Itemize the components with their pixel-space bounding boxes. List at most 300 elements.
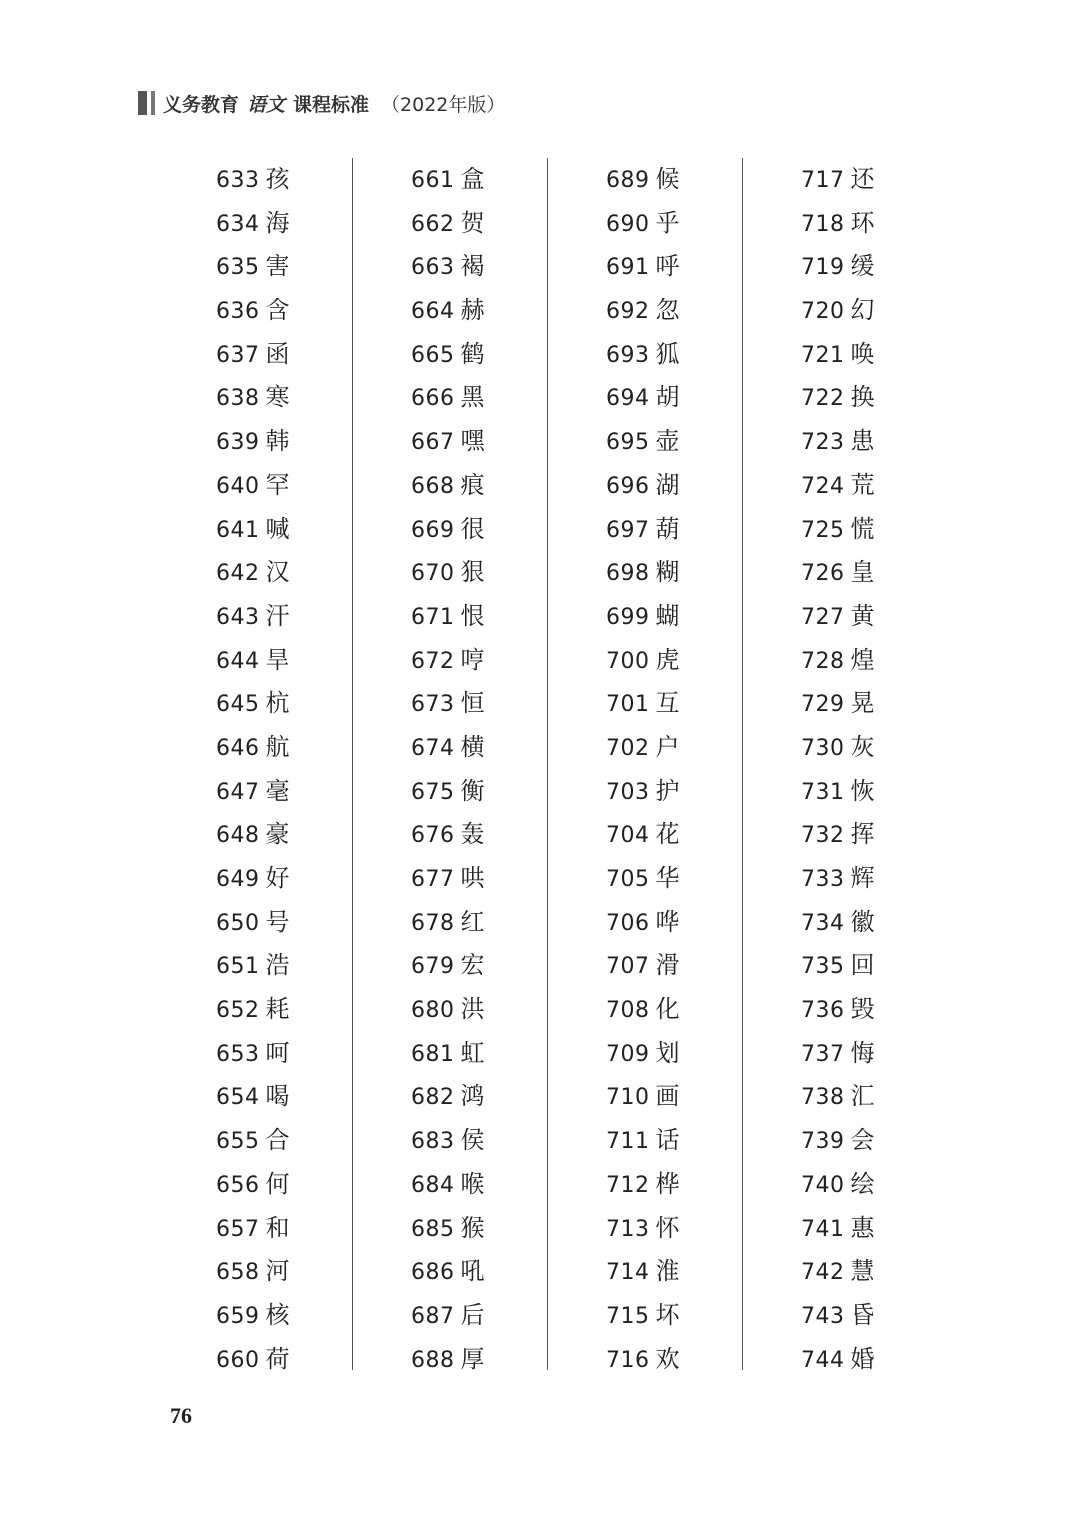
entry-number: 660 [216,1347,260,1373]
character-entry [216,508,290,552]
entry-number: 692 [606,299,650,325]
character-entry [411,202,485,246]
entry-character: 洪 [460,995,485,1024]
character-column-1 [158,158,353,1373]
entry-character: 嘿 [460,427,485,456]
entry-number: 682 [411,1085,455,1111]
entry-number: 724 [801,473,845,499]
character-entry [606,639,680,683]
entry-character: 号 [265,907,290,936]
character-column-3 [548,158,743,1373]
entry-number: 646 [216,735,260,761]
entry-character: 宏 [460,951,485,980]
entry-character: 煌 [850,645,875,674]
entry-character: 哗 [655,907,680,936]
entry-character: 蝴 [655,601,680,630]
entry-number: 704 [606,823,650,849]
entry-number: 707 [606,954,650,980]
entry-number: 733 [801,867,845,892]
entry-number: 727 [801,604,845,630]
entry-number: 659 [216,1303,260,1329]
entry-number: 650 [216,910,260,936]
character-entry [801,245,875,289]
header-bar-thin [151,91,155,115]
character-entry [801,682,875,726]
entry-character: 护 [655,776,680,805]
character-entry [606,770,680,814]
character-entry [411,508,485,552]
character-entry [801,333,875,377]
character-entry [606,245,680,289]
title-subject: 语文 [247,93,286,116]
entry-number: 699 [606,604,650,630]
character-entry [411,158,485,202]
entry-character: 怀 [655,1213,680,1242]
character-entry [606,1032,680,1076]
character-entry [801,158,875,202]
entry-character: 哄 [460,864,485,892]
character-entry [801,508,875,552]
character-entry [411,988,485,1032]
entry-number: 710 [606,1085,650,1111]
entry-number: 678 [411,910,455,936]
character-entry [216,682,290,726]
character-entry [216,639,290,683]
entry-number: 658 [216,1260,260,1286]
character-entry [411,944,485,988]
character-entry [411,813,485,857]
entry-character: 汇 [850,1082,875,1111]
character-entry [606,1294,680,1338]
entry-character: 赫 [460,296,485,325]
character-entry [606,333,680,377]
header-bar-mark-icon [138,91,155,115]
entry-character: 贺 [460,208,485,237]
character-entry [411,289,485,333]
entry-character: 华 [655,864,680,892]
entry-character: 衡 [460,776,485,805]
entry-number: 705 [606,867,650,892]
entry-character: 坏 [655,1300,680,1329]
character-entry [801,944,875,988]
entry-character: 恨 [460,601,485,630]
entry-number: 684 [411,1172,455,1198]
entry-number: 668 [411,473,455,499]
entry-character: 户 [655,732,680,761]
entry-number: 689 [606,168,650,193]
entry-number: 666 [411,386,455,412]
entry-number: 696 [606,473,650,499]
entry-character: 荷 [265,1344,290,1373]
character-entry [216,333,290,377]
character-entry [411,1207,485,1251]
entry-character: 幻 [850,296,875,325]
character-entry [801,857,875,901]
character-entry [606,813,680,857]
entry-number: 664 [411,299,455,325]
entry-number: 656 [216,1172,260,1198]
entry-character: 悔 [850,1038,875,1067]
entry-character: 黄 [850,601,875,630]
entry-number: 669 [411,517,455,543]
entry-number: 736 [801,998,845,1024]
entry-number: 718 [801,211,845,237]
character-entry [801,551,875,595]
entry-character: 忽 [655,296,680,325]
character-entry [801,1294,875,1338]
entry-character: 划 [655,1038,680,1067]
entry-number: 717 [801,168,845,193]
entry-character: 呼 [655,252,680,281]
entry-character: 欢 [655,1344,680,1373]
entry-number: 651 [216,954,260,980]
entry-character: 话 [655,1126,680,1155]
entry-number: 711 [606,1129,650,1155]
entry-character: 横 [460,732,485,761]
character-entry [216,158,290,202]
entry-number: 636 [216,299,260,325]
character-entry [606,988,680,1032]
title-prefix: 义务教育 [163,93,240,116]
entry-character: 寒 [265,383,290,412]
entry-character: 恢 [850,776,875,805]
character-entry [411,245,485,289]
entry-number: 649 [216,867,260,892]
entry-number: 676 [411,823,455,849]
entry-character: 红 [460,907,485,936]
entry-number: 661 [411,168,455,193]
entry-number: 691 [606,255,650,281]
entry-number: 719 [801,255,845,281]
entry-number: 675 [411,779,455,805]
entry-number: 655 [216,1129,260,1155]
entry-character: 害 [265,252,290,281]
entry-number: 730 [801,735,845,761]
character-entry [606,420,680,464]
entry-character: 喊 [265,514,290,543]
entry-character: 晃 [850,689,875,718]
entry-character: 会 [850,1126,875,1155]
character-entry [411,1163,485,1207]
entry-number: 740 [801,1172,845,1198]
entry-character: 画 [655,1082,680,1111]
entry-number: 731 [801,779,845,805]
entry-character: 慧 [850,1257,875,1286]
entry-number: 657 [216,1216,260,1242]
entry-number: 741 [801,1216,845,1242]
character-entry [216,1163,290,1207]
entry-character: 辉 [850,864,875,892]
entry-number: 672 [411,648,455,674]
character-entry [216,1032,290,1076]
character-entry [216,988,290,1032]
character-entry [411,333,485,377]
character-entry [606,202,680,246]
entry-number: 700 [606,648,650,674]
entry-number: 690 [606,211,650,237]
entry-number: 742 [801,1260,845,1286]
entry-number: 729 [801,692,845,718]
entry-character: 毁 [850,995,875,1024]
character-entry [411,1338,485,1382]
entry-character: 徽 [850,907,875,936]
entry-character: 毫 [265,776,290,805]
character-entry [801,1250,875,1294]
running-header [138,88,505,118]
character-entry [606,726,680,770]
entry-character: 桦 [655,1169,680,1198]
character-entry [606,901,680,945]
entry-number: 723 [801,430,845,456]
entry-number: 694 [606,386,650,412]
entry-character: 呵 [265,1038,290,1067]
character-entry [411,857,485,901]
character-entry [216,1250,290,1294]
entry-number: 667 [411,430,455,456]
entry-number: 641 [216,517,260,543]
character-entry [411,551,485,595]
character-entry [606,944,680,988]
character-entry [411,639,485,683]
entry-number: 677 [411,867,455,892]
entry-character: 罕 [265,470,290,499]
entry-character: 滑 [655,951,680,980]
character-entry [411,1294,485,1338]
entry-number: 638 [216,386,260,412]
entry-character: 豪 [265,820,290,849]
character-entry [411,1075,485,1119]
entry-character: 壶 [655,427,680,456]
entry-number: 681 [411,1041,455,1067]
entry-number: 652 [216,998,260,1024]
entry-character: 函 [265,339,290,368]
entry-number: 725 [801,517,845,543]
entry-character: 缓 [850,252,875,281]
entry-number: 643 [216,604,260,630]
entry-number: 680 [411,998,455,1024]
character-column-4 [743,158,938,1378]
character-entry [216,464,290,508]
character-column-2 [353,158,548,1373]
character-entry [801,1163,875,1207]
entry-character: 花 [655,820,680,849]
entry-character: 杭 [265,689,290,718]
entry-number: 648 [216,823,260,849]
page-number: 76 [170,1403,192,1428]
character-entry [216,857,290,901]
entry-number: 728 [801,648,845,674]
entry-character: 惠 [850,1213,875,1242]
entry-number: 634 [216,211,260,237]
entry-number: 639 [216,430,260,456]
entry-number: 712 [606,1172,650,1198]
entry-number: 679 [411,954,455,980]
character-entry [801,901,875,945]
character-entry [801,1207,875,1251]
entry-number: 635 [216,255,260,281]
entry-number: 703 [606,779,650,805]
entry-character: 喉 [460,1169,485,1198]
entry-character: 换 [850,383,875,412]
entry-character: 昏 [850,1300,875,1329]
character-entry [606,682,680,726]
character-entry [801,1032,875,1076]
entry-character: 核 [265,1300,290,1329]
entry-number: 640 [216,473,260,499]
entry-character: 好 [265,864,290,892]
entry-character: 乎 [655,208,680,237]
entry-character: 候 [655,165,680,193]
character-entry [801,595,875,639]
entry-character: 浩 [265,951,290,980]
entry-character: 孩 [265,165,290,193]
character-entry [606,158,680,202]
entry-character: 灰 [850,732,875,761]
entry-character: 鹤 [460,339,485,368]
character-entry [801,464,875,508]
entry-character: 回 [850,951,875,980]
entry-character: 吼 [460,1257,485,1286]
entry-number: 734 [801,910,845,936]
entry-character: 唤 [850,339,875,368]
entry-number: 715 [606,1303,650,1329]
character-entry [216,551,290,595]
character-entry [216,1119,290,1163]
book-title [163,90,505,117]
character-entry [216,1075,290,1119]
entry-character: 河 [265,1257,290,1286]
entry-character: 痕 [460,470,485,499]
entry-character: 胡 [655,383,680,412]
entry-number: 685 [411,1216,455,1242]
entry-number: 673 [411,692,455,718]
character-entry [216,1338,290,1382]
character-entry [801,202,875,246]
entry-number: 714 [606,1260,650,1286]
character-entry [801,376,875,420]
entry-number: 726 [801,561,845,587]
character-entry [216,1294,290,1338]
entry-character: 黑 [460,383,485,412]
character-entry [606,857,680,901]
title-suffix: 课程标准 [293,93,370,116]
entry-character: 糊 [655,558,680,587]
entry-character: 湖 [655,470,680,499]
character-entry [606,551,680,595]
entry-number: 642 [216,561,260,587]
entry-number: 720 [801,299,845,325]
character-entry [216,420,290,464]
entry-character: 旱 [265,645,290,674]
entry-number: 693 [606,342,650,368]
entry-character: 汉 [265,558,290,587]
character-entry [411,595,485,639]
character-entry [216,901,290,945]
entry-number: 732 [801,823,845,849]
entry-number: 697 [606,517,650,543]
entry-character: 航 [265,732,290,761]
entry-character: 何 [265,1169,290,1198]
entry-number: 644 [216,648,260,674]
entry-number: 654 [216,1085,260,1111]
entry-character: 挥 [850,820,875,849]
character-entry [606,1207,680,1251]
entry-character: 慌 [850,514,875,543]
entry-character: 化 [655,995,680,1024]
entry-number: 663 [411,255,455,281]
character-entry [606,1075,680,1119]
entry-number: 737 [801,1041,845,1067]
entry-number: 687 [411,1303,455,1329]
entry-character: 虎 [655,645,680,674]
entry-number: 674 [411,735,455,761]
entry-character: 耗 [265,995,290,1024]
character-entry [216,595,290,639]
entry-character: 虹 [460,1038,485,1067]
entry-character: 海 [265,208,290,237]
entry-character: 汗 [265,601,290,630]
character-entry [801,639,875,683]
entry-number: 702 [606,735,650,761]
entry-character: 婚 [850,1344,875,1373]
entry-character: 患 [850,427,875,456]
entry-character: 和 [265,1213,290,1242]
entry-number: 716 [606,1347,650,1373]
character-entry [606,508,680,552]
character-entry [411,682,485,726]
character-entry [801,770,875,814]
entry-character: 狐 [655,339,680,368]
entry-number: 695 [606,430,650,456]
character-entry [216,726,290,770]
character-entry [606,1338,680,1382]
entry-character: 荒 [850,470,875,499]
entry-character: 厚 [460,1344,485,1373]
character-entry [606,464,680,508]
entry-character: 哼 [460,645,485,674]
character-entry [411,1250,485,1294]
character-entry [801,1338,875,1382]
character-entry [411,1032,485,1076]
character-entry [801,1119,875,1163]
entry-number: 645 [216,692,260,718]
entry-number: 738 [801,1085,845,1111]
character-table [158,158,938,1378]
character-entry [411,726,485,770]
entry-character: 盒 [460,165,485,193]
entry-character: 狠 [460,558,485,587]
entry-character: 韩 [265,427,290,456]
character-entry [801,726,875,770]
entry-number: 671 [411,604,455,630]
character-entry [801,813,875,857]
entry-character: 褐 [460,252,485,281]
entry-number: 637 [216,342,260,368]
character-entry [606,1250,680,1294]
character-entry [801,1075,875,1119]
entry-number: 698 [606,561,650,587]
character-entry [801,988,875,1032]
character-entry [216,245,290,289]
entry-number: 686 [411,1260,455,1286]
entry-character: 淮 [655,1257,680,1286]
entry-character: 含 [265,296,290,325]
character-entry [801,420,875,464]
entry-number: 713 [606,1216,650,1242]
character-entry [411,376,485,420]
character-entry [606,376,680,420]
entry-character: 葫 [655,514,680,543]
